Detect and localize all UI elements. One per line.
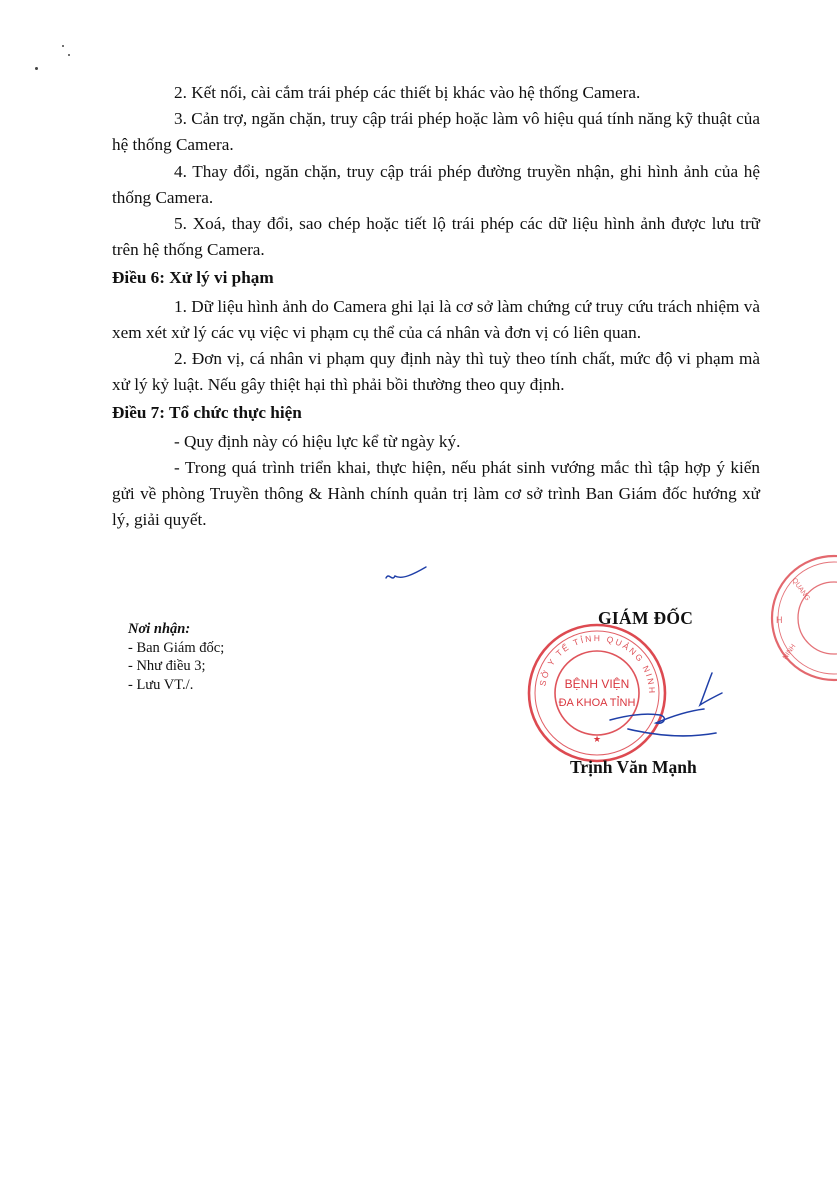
stamp-line-2: ĐA KHOA TỈNH xyxy=(558,697,636,709)
scan-speck xyxy=(62,45,64,47)
article5-item: 3. Cản trợ, ngăn chặn, truy cập trái phép hoặc làm vô hiệu quá tính năng kỹ thuật của hệ thống Camera. xyxy=(112,109,760,155)
article6-item: 1. Dữ liệu hình ảnh do Camera ghi lại là cơ sở làm chứng cứ truy cứu trách nhiệm và xem xét xử lý các vụ việc vi phạm cụ thể của cá nhân và đơn vị có liên quan. xyxy=(112,296,760,342)
svg-text:QUANG: QUANG xyxy=(790,577,811,603)
article7-item: - Quy định này có hiệu lực kể từ ngày ký. xyxy=(174,431,461,451)
partial-stamp-edge xyxy=(764,548,837,688)
recipient-item: - Như điều 3; xyxy=(128,658,206,674)
stamp-ring-text: SỞ Y TẾ TỈNH QUẢNG NINH xyxy=(537,632,658,696)
article6-item: 2. Đơn vị, cá nhân vi phạm quy định này thì tuỳ theo tính chất, mức độ vi phạm mà xử lý kỷ luật. Nếu gây thiệt hại thì phải bồi thường theo quy định. xyxy=(112,349,760,395)
article7-item: - Trong quá trình triển khai, thực hiện, nếu phát sinh vướng mắc thì tập hợp ý kiến gửi về phòng Truyền thông & Hành chính quản trị làm cơ sở trình Ban Giám đốc hướng xử lý, giải quyết. xyxy=(112,457,760,530)
document-body xyxy=(112,80,760,533)
article5-item: 5. Xoá, thay đổi, sao chép hoặc tiết lộ trái phép các dữ liệu hình ảnh được lưu trữ trên hệ thống Camera. xyxy=(112,214,760,260)
stamp-star-icon: ★ xyxy=(592,735,602,745)
signer-name: Trịnh Văn Mạnh xyxy=(570,757,697,777)
recipient-item: - Ban Giám đốc; xyxy=(128,639,225,656)
handwritten-signature xyxy=(608,665,748,755)
article5-item: 4. Thay đổi, ngăn chặn, truy cập trái phép đường truyền nhận, ghi hình ảnh của hệ thống Camera. xyxy=(112,161,760,207)
scan-speck xyxy=(68,54,70,56)
recipient-item: - Lưu VT./. xyxy=(128,676,194,693)
recipients-title: Nơi nhận: xyxy=(128,621,191,637)
svg-text:NINH: NINH xyxy=(781,643,798,662)
recipients-block xyxy=(128,620,224,694)
article7-heading: Điều 7: Tổ chức thực hiện xyxy=(112,403,302,423)
article6-heading: Điều 6: Xử lý vi phạm xyxy=(112,268,274,288)
scan-speck xyxy=(35,67,38,70)
article5-item: 2. Kết nối, cài cắm trái phép các thiết bị khác vào hệ thống Camera. xyxy=(174,83,641,102)
stamp-line-1: BỆNH VIỆN xyxy=(564,677,630,691)
svg-text:H: H xyxy=(776,615,783,625)
initial-mark xyxy=(380,564,430,590)
signature-title: GIÁM ĐỐC xyxy=(598,608,694,628)
